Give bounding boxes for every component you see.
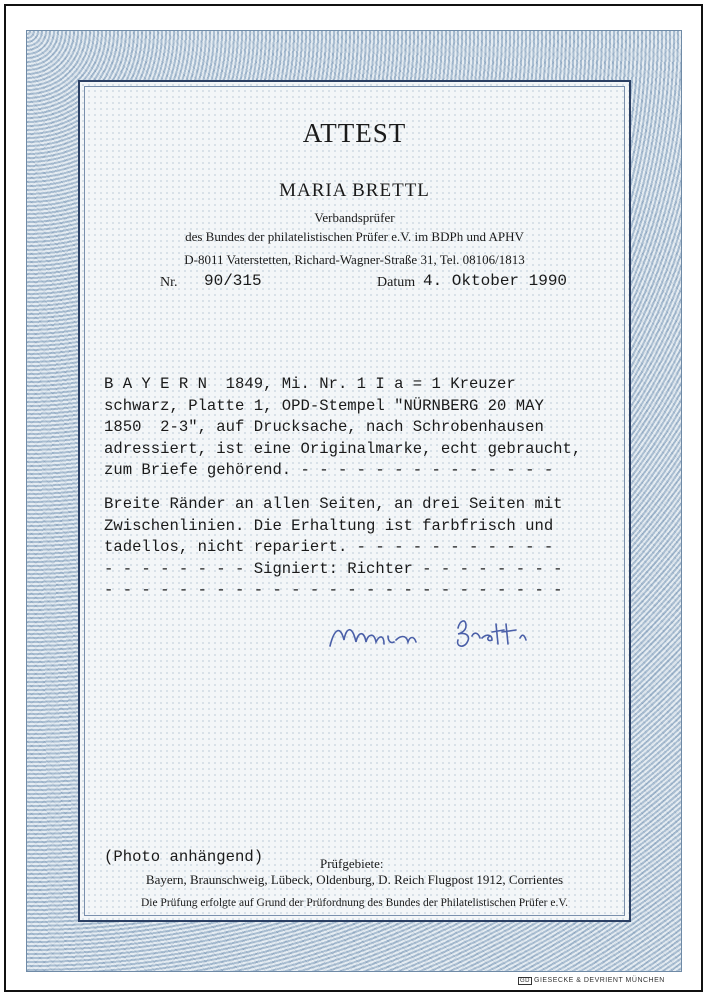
stamp-description: B A Y E R N 1849, Mi. Nr. 1 I a = 1 Kreuzer schwarz, Platte 1, OPD-Stempel "NÜRNBERG 20 MAY 1850 2-3", auf Drucksache, nach Schrobenhausen adressiert, ist eine Originalmarke, echt gebraucht, zum Briefe gehörend. - - - - - - - - - - - - - - <box>104 375 582 479</box>
pruefgebiete-label: Prüfgebiete: <box>320 856 384 871</box>
certificate-title: ATTEST <box>302 118 407 148</box>
pruefordnung-note: Die Prüfung erfolgte auf Grund der Prüfordnung des Bundes der Philatelistischen Prüfer e.V. <box>140 897 569 909</box>
reference-number-value: 90/315 <box>204 272 262 290</box>
date-label: Datum <box>377 275 416 290</box>
printer-mark <box>518 977 665 985</box>
examiner-address: D-8011 Vaterstetten, Richard-Wagner-Straße 31, Tel. 08106/1813 <box>184 252 525 267</box>
examiner-association: des Bundes der philatelistischen Prüfer e.V. im BDPh und APHV <box>185 229 524 244</box>
signature-image <box>326 610 566 658</box>
date-value: 4. Oktober 1990 <box>423 272 568 290</box>
pruefgebiete-list: Bayern, Braunschweig, Lübeck, Oldenburg, D. Reich Flugpost 1912, Corrientes <box>145 872 564 887</box>
examiner-name: MARIA BRETTL <box>279 180 430 201</box>
examiner-role: Verbandsprüfer <box>314 210 395 225</box>
condition-description: Breite Ränder an allen Seiten, an drei Seiten mit Zwischenlinien. Die Erhaltung ist farbfrisch und tadellos, nicht repariert. - - - - - - - - - - - - - - - - - - - Signiert: Richter - - - - - - - - - - - - - - - - - - - - - - - - - - - - - - - - - <box>104 495 563 599</box>
photo-note: (Photo anhängend) <box>104 848 264 866</box>
printer-logo-icon: GD <box>520 978 530 984</box>
printer-mark-text: GIESECKE & DEVRIENT MÜNCHEN <box>534 977 665 984</box>
reference-number-label: Nr. <box>160 275 178 290</box>
